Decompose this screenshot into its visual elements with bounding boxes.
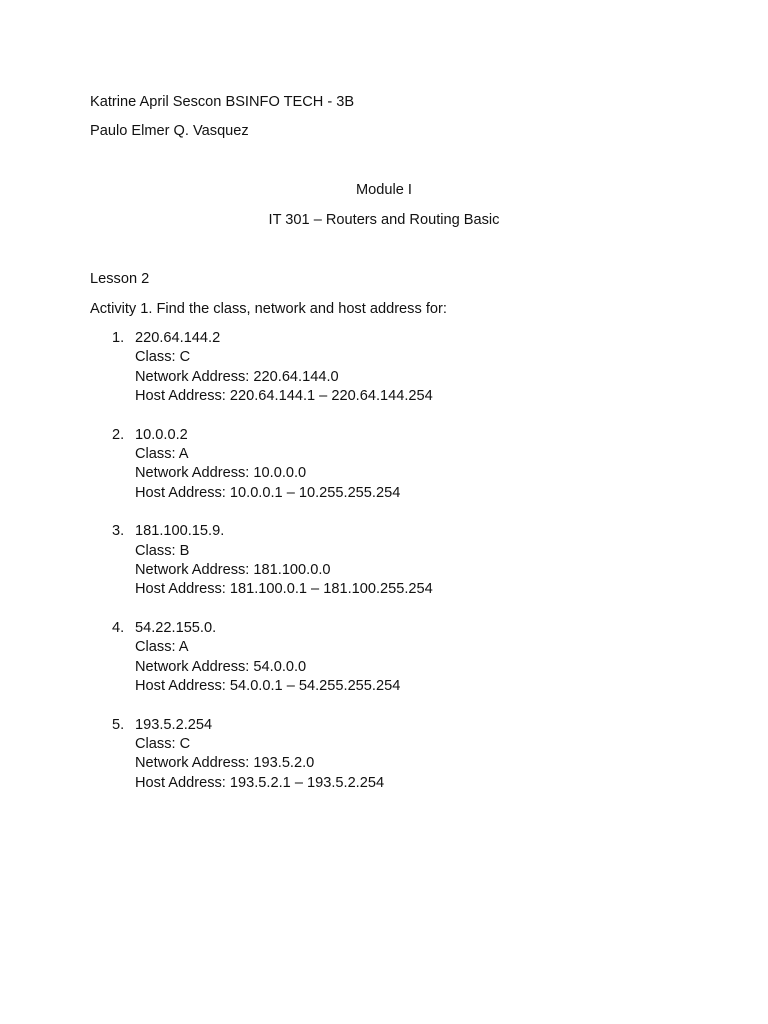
list-item [90, 329, 690, 407]
list-item [90, 522, 690, 600]
host-address: Host Address: 193.5.2.1 – 193.5.2.254 [135, 774, 385, 791]
network-address: Network Address: 181.100.0.0 [135, 562, 331, 579]
item-number: 3. [112, 523, 125, 540]
class-value: Class: A [135, 446, 189, 463]
network-address: Network Address: 54.0.0.0 [135, 658, 307, 675]
network-address: Network Address: 220.64.144.0 [135, 368, 339, 385]
list-item [90, 426, 690, 504]
host-address: Host Address: 54.0.0.1 – 54.255.255.254 [135, 678, 401, 695]
class-value: Class: C [135, 735, 191, 752]
host-address: Host Address: 220.64.144.1 – 220.64.144.254 [135, 388, 433, 405]
class-value: Class: B [135, 542, 190, 559]
item-number: 2. [112, 426, 125, 443]
course-title: IT 301 – Routers and Routing Basic [268, 212, 500, 228]
class-value: Class: C [135, 349, 191, 366]
activity-instruction: Activity 1. Find the class, network and host address for: [90, 301, 447, 317]
ip-address: 220.64.144.2 [135, 330, 221, 346]
list-item [90, 716, 690, 794]
host-address: Host Address: 181.100.0.1 – 181.100.255.254 [135, 581, 433, 598]
ip-address: 181.100.15.9. [135, 523, 225, 540]
ip-address: 193.5.2.254 [135, 716, 213, 733]
network-address: Network Address: 193.5.2.0 [135, 755, 315, 772]
item-number: 5. [112, 716, 125, 733]
item-number: 4. [112, 619, 125, 636]
module-title: Module I [356, 182, 412, 198]
instructor-name: Paulo Elmer Q. Vasquez [90, 123, 249, 139]
ip-address: 10.0.0.2 [135, 426, 188, 443]
class-value: Class: A [135, 639, 189, 656]
lesson-heading: Lesson 2 [90, 271, 150, 287]
ip-address: 54.22.155.0. [135, 619, 217, 636]
item-number: 1. [112, 330, 125, 346]
network-address: Network Address: 10.0.0.0 [135, 465, 307, 482]
answer-list [90, 329, 690, 812]
author-line: Katrine April Sescon BSINFO TECH - 3B [90, 94, 355, 110]
list-item [90, 619, 690, 697]
host-address: Host Address: 10.0.0.1 – 10.255.255.254 [135, 484, 401, 501]
